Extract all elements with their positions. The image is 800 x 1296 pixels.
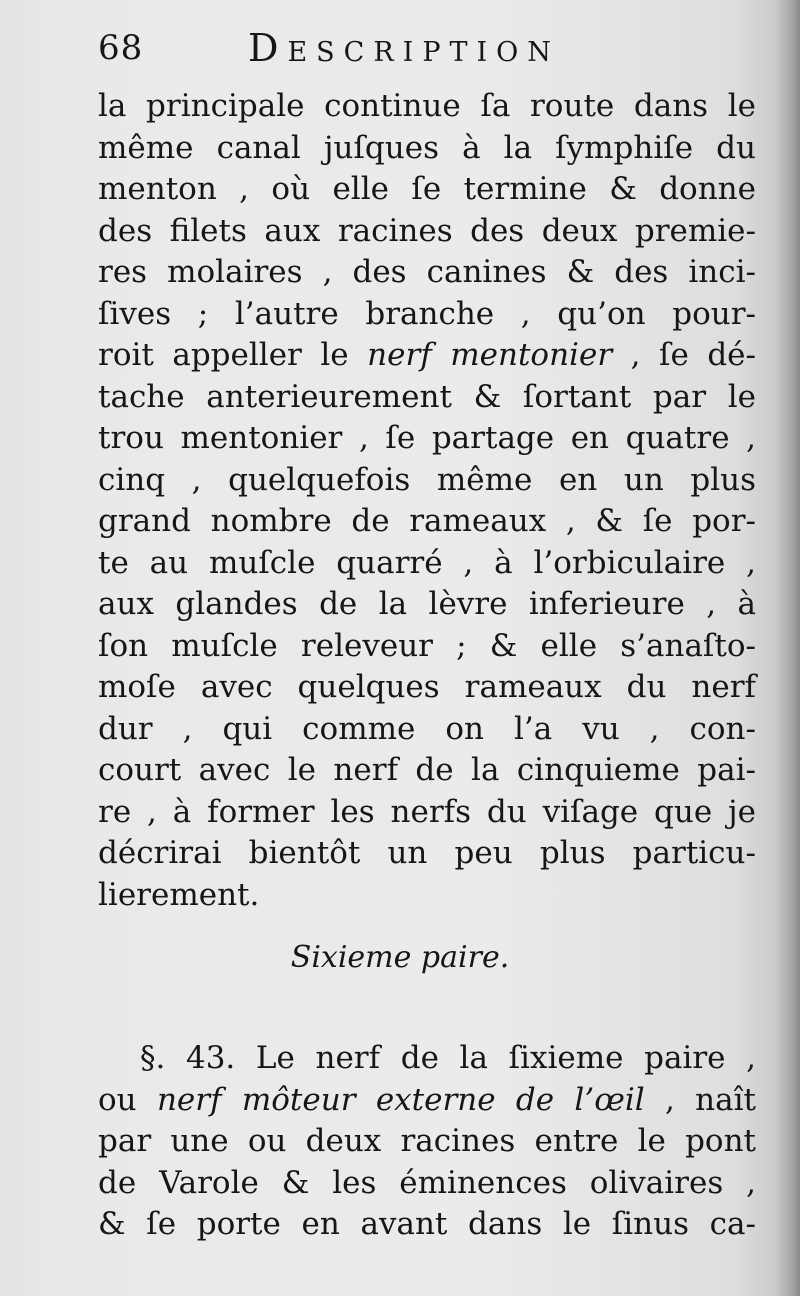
text-segment: , ſe dé- (612, 337, 756, 373)
text-line: & ſe porte en avant dans le ſinus ca- (98, 1206, 756, 1242)
running-title: Description (248, 26, 560, 70)
text-line: menton , où elle ſe termine & donne (98, 171, 756, 207)
paragraph-2 (98, 1038, 756, 1246)
text-line: re , à former les nerfs du viſage que je (98, 793, 756, 830)
text-line: §. 43. Le nerf de la ſixieme paire , (140, 1040, 756, 1076)
text-line: de Varole & les éminences olivaires , (98, 1164, 756, 1201)
text-line: te au muſcle quarré , à l’orbiculaire , (98, 544, 756, 581)
text-line (98, 335, 756, 377)
text-line: la principale continue ſa route dans le (98, 88, 756, 124)
italic-term: nerf môteur externe de l’œil (156, 1081, 645, 1118)
page-number: 68 (98, 28, 144, 68)
paragraph-1 (98, 86, 756, 916)
running-header (98, 28, 758, 84)
text-line: grand nombre de rameaux , & ſe por- (98, 503, 756, 539)
text-line: moſe avec quelques rameaux du nerf (98, 669, 756, 705)
page-gutter-shadow (776, 0, 800, 1296)
text-line: trou mentonier , ſe partage en quatre , (98, 420, 756, 456)
text-segment: ou (98, 1081, 157, 1118)
text-segment: roit appeller le (98, 337, 368, 373)
text-line: court avec le nerf de la cinquieme pai- (98, 752, 756, 788)
text-line: tache anterieurement & ſortant par le (98, 378, 756, 415)
text-line: par une ou deux racines entre le pont (98, 1123, 756, 1159)
text-line: ſon muſcle releveur ; & elle s’anaſto- (98, 627, 756, 664)
text-line (98, 1080, 756, 1122)
text-line: ſives ; l’autre branche , qu’on pour- (98, 295, 756, 332)
text-line: décrirai bientôt un peu plus particu- (98, 835, 756, 871)
text-line: même canal juſques à la ſymphiſe du (98, 129, 756, 166)
text-line: res molaires , des canines & des inci- (98, 254, 756, 290)
italic-term: nerf mentonier (367, 337, 613, 373)
text-line: dur , qui comme on l’a vu , con- (98, 710, 756, 747)
text-line: aux glandes de la lèvre inferieure , à (98, 586, 756, 622)
text-line: lierement. (98, 876, 260, 913)
text-segment: , naît (644, 1081, 756, 1118)
text-line: cinq , quelquefois même en un plus (98, 461, 756, 498)
text-line: des filets aux racines des deux premie- (98, 212, 756, 249)
section-heading: Sixieme paire. (290, 940, 510, 975)
